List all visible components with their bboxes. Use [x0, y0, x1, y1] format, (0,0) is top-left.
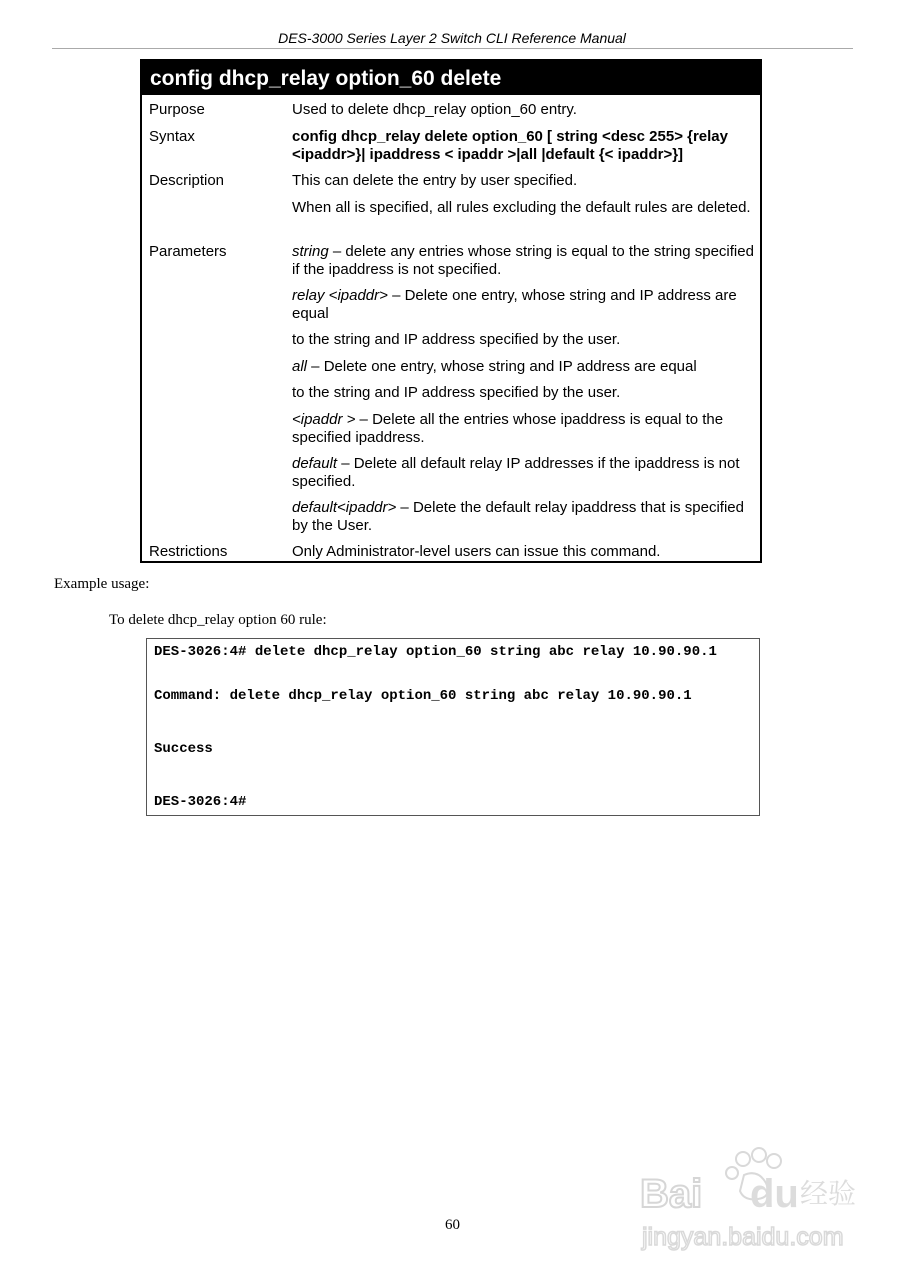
param-all-cont: to the string and IP address specified by the user. [292, 384, 621, 401]
svg-text:经验: 经验 [800, 1177, 857, 1210]
param-default-ip-desc: – Delete the default relay ipaddress that is specified by the User. [292, 499, 744, 534]
param-default-ip [292, 499, 754, 534]
param-ipaddr-desc: – Delete all the entries whose ipaddress is equal to the specified ipaddress. [292, 411, 724, 446]
param-ipaddr-name: <ipaddr > [292, 411, 356, 428]
code-example [146, 638, 760, 816]
param-string-name: string [292, 243, 329, 260]
code-line-3: Success [154, 741, 213, 757]
page-header: DES-3000 Series Layer 2 Switch CLI Reference Manual [278, 30, 626, 46]
page-number: 60 [445, 1217, 460, 1233]
description-label: Description [149, 172, 225, 189]
restrictions-text: Only Administrator-level users can issue this command. [292, 543, 661, 560]
param-all-desc: – Delete one entry, whose string and IP address are equal [307, 358, 697, 375]
param-all [292, 358, 754, 376]
purpose-label: Purpose [149, 101, 205, 118]
header-divider [52, 48, 853, 49]
code-line-1: DES-3026:4# delete dhcp_relay option_60 string abc relay 10.90.90.1 [154, 644, 717, 660]
param-relay-name: relay <ipaddr> [292, 287, 388, 304]
param-default-name: default [292, 455, 338, 472]
restrictions-label: Restrictions [149, 543, 228, 560]
example-label: Example usage: [54, 576, 150, 592]
param-all-name: all [292, 358, 308, 375]
example-intro: To delete dhcp_relay option 60 rule: [109, 612, 327, 628]
purpose-text: Used to delete dhcp_relay option_60 entry. [292, 101, 577, 118]
param-default-ip-name: default<ipaddr> [292, 499, 397, 516]
code-line-2: Command: delete dhcp_relay option_60 string abc relay 10.90.90.1 [154, 688, 692, 704]
param-relay [292, 287, 754, 322]
param-string [292, 243, 754, 278]
param-default [292, 455, 754, 490]
param-default-desc: – Delete all default relay IP addresses if the ipaddress is not specified. [292, 455, 740, 490]
command-table [140, 59, 762, 563]
command-title: config dhcp_relay option_60 delete [142, 61, 760, 95]
svg-text:jingyan.baidu.com: jingyan.baidu.com [642, 1223, 844, 1251]
description-text-2: When all is specified, all rules excluding the default rules are deleted. [292, 199, 751, 216]
description-text-1: This can delete the entry by user specified. [292, 172, 578, 189]
param-relay-cont: to the string and IP address specified by the user. [292, 331, 621, 348]
syntax-text: config dhcp_relay delete option_60 [ string <desc 255> {relay <ipaddr>}| ipaddress < ipaddr >|all |default {< ipaddr>}] [292, 128, 728, 163]
param-ipaddr [292, 411, 754, 446]
parameters-label: Parameters [149, 243, 227, 260]
svg-text:Bai: Bai [640, 1172, 703, 1216]
param-relay-desc: – Delete one entry, whose string and IP address are equal [292, 287, 737, 322]
param-string-desc: – delete any entries whose string is equal to the string specified if the ipaddress is not specified. [292, 243, 754, 278]
baidu-watermark-logo [640, 1145, 860, 1265]
code-line-4: DES-3026:4# [154, 794, 247, 810]
syntax-label: Syntax [149, 128, 195, 145]
svg-text:du: du [750, 1172, 799, 1216]
